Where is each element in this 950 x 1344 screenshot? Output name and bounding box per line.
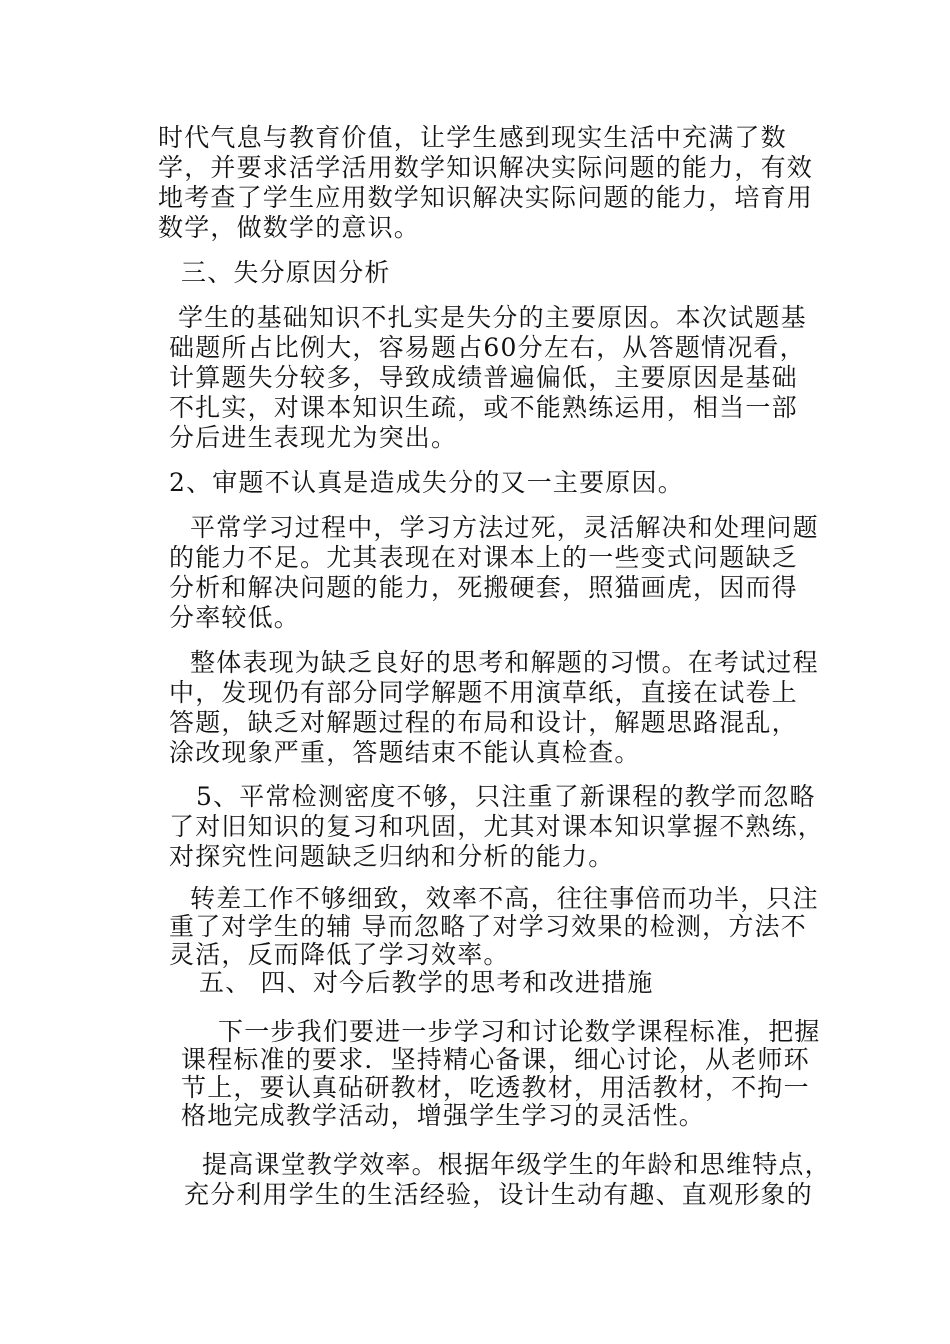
- text-line: 整体表现为缺乏良好的思考和解题的习惯。在考试过程: [190, 648, 819, 677]
- text-line: 转差工作不够细致，效率不高，往往事倍而功半，只注: [190, 884, 819, 913]
- text-line: 涂改现象严重，答题结束不能认真检查。: [169, 738, 641, 767]
- section-heading: 2、审题不认真是造成失分的又一主要原因。: [169, 468, 684, 497]
- text-line: 答题，缺乏对解题过程的布局和设计，解题思路混乱，: [169, 708, 798, 737]
- text-line: 的能力不足。尤其表现在对课本上的一些变式问题缺乏: [169, 543, 798, 572]
- text-line: 提高课堂教学效率。根据年级学生的年龄和思维特点，: [202, 1150, 831, 1179]
- text-line: 对探究性问题缺乏归纳和分析的能力。: [169, 842, 615, 871]
- text-line: 础题所占比例大，容易题占60分左右，从答题情况看，: [169, 333, 806, 362]
- text-line: 充分利用学生的生活经验，设计生动有趣、直观形象的: [184, 1180, 813, 1209]
- text-line: 5、平常检测密度不够，只注重了新课程的教学而忽略: [196, 782, 816, 811]
- text-line: 分后进生表现尤为突出。: [169, 423, 458, 452]
- text-line: 下一步我们要进一步学习和讨论数学课程标准，把握: [218, 1017, 821, 1046]
- text-line: 课程标准的要求．坚持精心备课，细心讨论，从老师环: [181, 1045, 810, 1074]
- text-line: 学，并要求活学活用数学知识解决实际问题的能力，有效: [158, 153, 814, 182]
- text-line: 格地完成教学活动，增强学生学习的灵活性。: [181, 1101, 706, 1130]
- text-line: 分率较低。: [169, 603, 301, 632]
- text-line: 了对旧知识的复习和巩固，尤其对课本知识掌握不熟练，: [169, 812, 825, 841]
- section-heading: 五、 四、对今后教学的思考和改进措施: [199, 968, 654, 997]
- text-line: 时代气息与教育价值，让学生感到现实生活中充满了数: [158, 123, 787, 152]
- text-line: 地考查了学生应用数学知识解决实际问题的能力，培育用: [158, 183, 814, 212]
- text-line: 学生的基础知识不扎实是失分的主要原因。本次试题基: [178, 303, 807, 332]
- text-line: 不扎实，对课本知识生疏，或不能熟练运用，相当一部: [169, 393, 798, 422]
- text-line: 灵活，反而降低了学习效率。: [169, 940, 510, 969]
- text-line: 节上，要认真砧研教材，吃透教材，用活教材，不拘一: [181, 1073, 810, 1102]
- text-line: 中，发现仍有部分同学解题不用演草纸，直接在试卷上: [169, 678, 798, 707]
- section-heading: 三、失分原因分析: [181, 258, 391, 287]
- text-line: 数学，做数学的意识。: [158, 213, 421, 242]
- text-line: 平常学习过程中，学习方法过死，灵活解决和处理问题: [190, 513, 819, 542]
- text-line: 计算题失分较多，导致成绩普遍偏低，主要原因是基础: [169, 363, 798, 392]
- text-line: 分析和解决问题的能力，死搬硬套，照猫画虎，因而得: [169, 573, 798, 602]
- text-line: 重了对学生的辅 导而忽略了对学习效果的检测，方法不: [169, 912, 807, 941]
